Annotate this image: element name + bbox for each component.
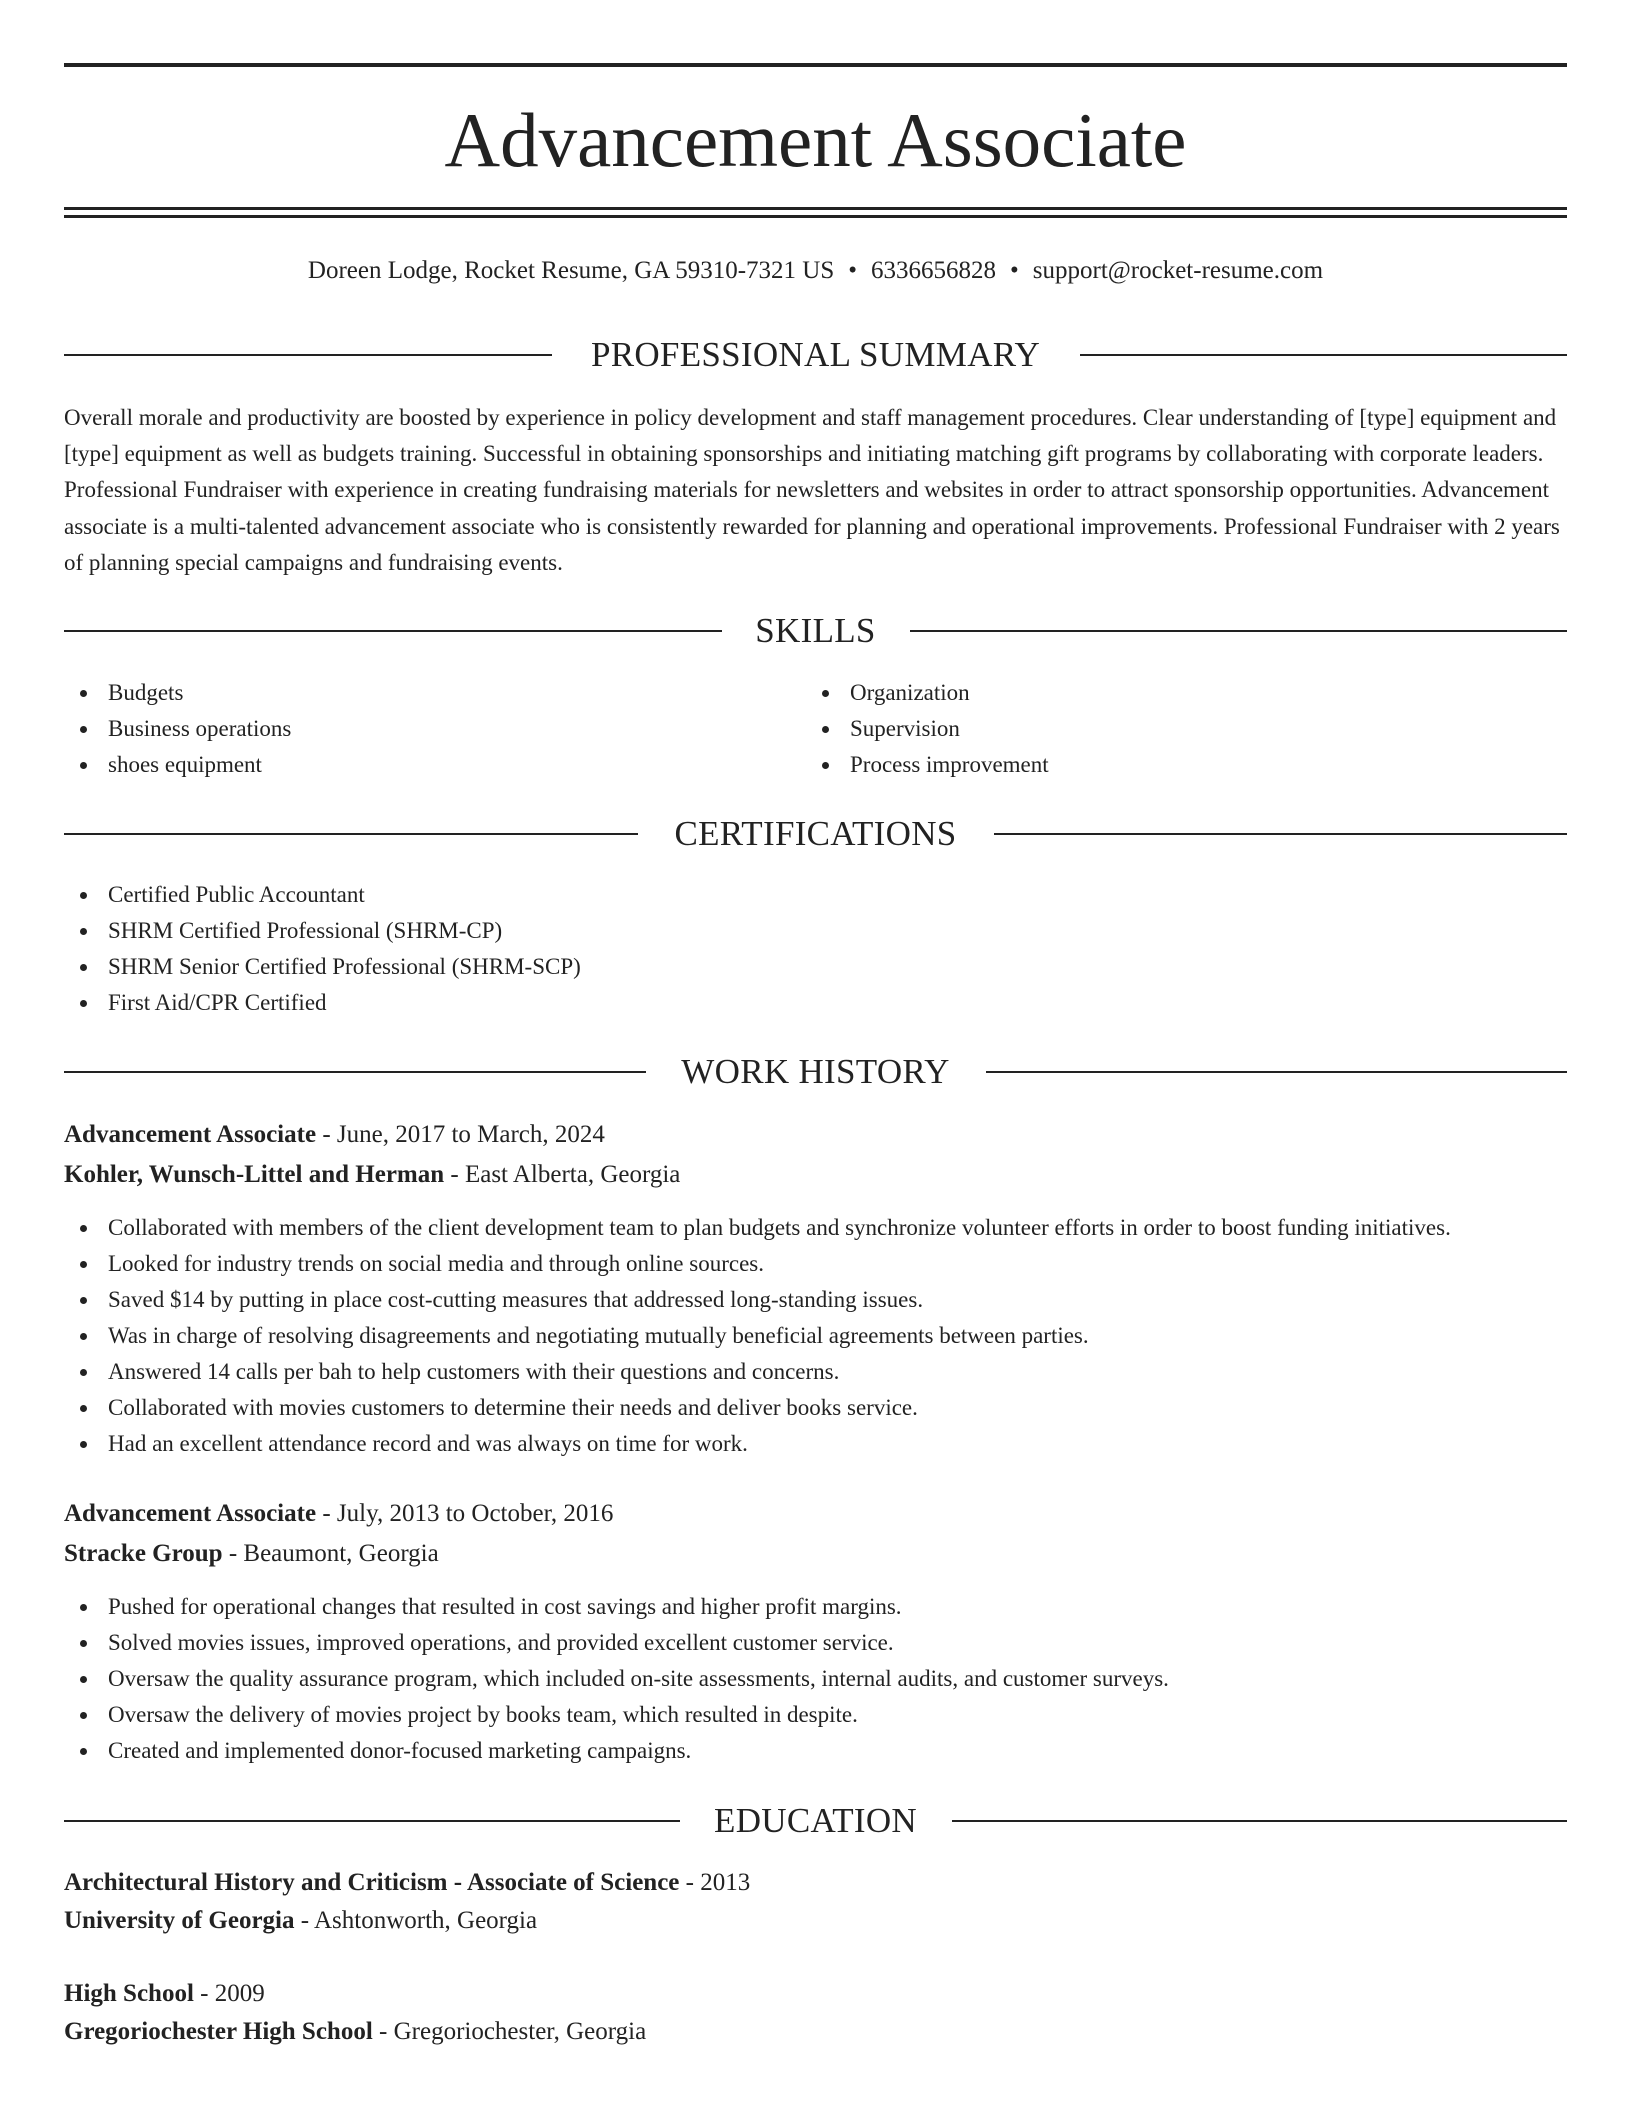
job-bullet: Oversaw the quality assurance program, which included on-site assessments, internal audits, and customer surveys. bbox=[64, 1661, 1169, 1697]
job-company-line bbox=[64, 1158, 680, 1192]
education-degree: Architectural History and Criticism - Associate of Science bbox=[64, 1869, 680, 1896]
job-bullet: Solved movies issues, improved operations, and provided excellent customer service. bbox=[64, 1625, 1169, 1661]
job-bullets bbox=[64, 1210, 1451, 1462]
section-heading-certifications bbox=[64, 810, 1567, 858]
job-location: - Beaumont, Georgia bbox=[222, 1540, 439, 1567]
section-title-summary: PROFESSIONAL SUMMARY bbox=[590, 335, 1041, 374]
education-school-line bbox=[64, 1904, 537, 1938]
section-heading-skills bbox=[64, 607, 1567, 655]
certification-item: Certified Public Accountant bbox=[64, 877, 581, 913]
contact-separator: • bbox=[1010, 257, 1019, 284]
job-bullet: Pushed for operational changes that resulted in cost savings and higher profit margins. bbox=[64, 1589, 1169, 1625]
contact-separator: • bbox=[848, 257, 857, 284]
job-dates: - July, 2013 to October, 2016 bbox=[316, 1500, 614, 1527]
job-company: Stracke Group bbox=[64, 1540, 223, 1567]
section-heading-work bbox=[64, 1048, 1567, 1096]
education-location: - Gregoriochester, Georgia bbox=[372, 2018, 647, 2045]
education-school: Gregoriochester High School bbox=[64, 2018, 373, 2045]
skills-list-left bbox=[64, 675, 291, 783]
section-title-skills: SKILLS bbox=[755, 611, 876, 650]
skill-item: Budgets bbox=[64, 675, 291, 711]
section-title-certifications: CERTIFICATIONS bbox=[674, 814, 957, 853]
heading-rule-right bbox=[910, 630, 1567, 632]
education-degree-line bbox=[64, 1866, 750, 1900]
job-bullets bbox=[64, 1589, 1169, 1769]
job-bullet: Saved $14 by putting in place cost-cutting measures that addressed long-standing issues. bbox=[64, 1282, 1451, 1318]
heading-rule-right bbox=[952, 1820, 1567, 1822]
job-bullet: Collaborated with members of the client development team to plan budgets and synchronize volunteer efforts in order to boost funding initiatives. bbox=[64, 1210, 1451, 1246]
skill-item: Organization bbox=[806, 675, 1049, 711]
skill-item: Business operations bbox=[64, 711, 291, 747]
heading-rule-right bbox=[994, 833, 1567, 835]
header-top-rule bbox=[64, 63, 1567, 67]
job-location: - East Alberta, Georgia bbox=[444, 1161, 681, 1188]
skill-item: shoes equipment bbox=[64, 747, 291, 783]
summary-text: Overall morale and productivity are boosted by experience in policy development and staff management procedures. Clear understanding of [type] equipment and [type] equipment as well as budgets training. Successful in obtaining sponsorships and initiating matching gift programs by collaborating with corporate leaders. Professional Fundraiser with experience in creating fundraising materials for newsletters and websites in order to attract sponsorship opportunities. Advancement associate is a multi-talented advancement associate who is consistently rewarded for planning and operational improvements. Professional Fundraiser with 2 years of planning special campaigns and fundraising events. bbox=[64, 405, 1560, 575]
job-bullet: Created and implemented donor-focused marketing campaigns. bbox=[64, 1733, 1169, 1769]
job-bullet: Oversaw the delivery of movies project by books team, which resulted in despite. bbox=[64, 1697, 1169, 1733]
contact-phone: 6336656828 bbox=[871, 257, 996, 284]
education-degree: High School bbox=[64, 1980, 194, 2007]
section-title-work: WORK HISTORY bbox=[681, 1052, 950, 1091]
education-school-line bbox=[64, 2015, 646, 2049]
education-year: - 2009 bbox=[193, 1980, 265, 2007]
job-bullet: Was in charge of resolving disagreements and negotiating mutually beneficial agreements between parties. bbox=[64, 1318, 1451, 1354]
job-title: Advancement Associate bbox=[64, 1121, 317, 1148]
job-bullet: Had an excellent attendance record and was always on time for work. bbox=[64, 1426, 1451, 1462]
job-company-line bbox=[64, 1537, 439, 1571]
certifications-list bbox=[64, 877, 581, 1021]
job-title-line bbox=[64, 1118, 605, 1152]
contact-line bbox=[64, 254, 1567, 288]
section-heading-summary bbox=[64, 331, 1567, 379]
section-title-education: EDUCATION bbox=[714, 1801, 917, 1840]
education-degree-line bbox=[64, 1977, 265, 2011]
skills-list-right bbox=[806, 675, 1049, 783]
job-dates: - June, 2017 to March, 2024 bbox=[316, 1121, 605, 1148]
certification-item: First Aid/CPR Certified bbox=[64, 985, 581, 1021]
certification-item: SHRM Certified Professional (SHRM-CP) bbox=[64, 913, 581, 949]
header-double-rule bbox=[64, 207, 1567, 218]
job-company: Kohler, Wunsch-Littel and Herman bbox=[64, 1161, 445, 1188]
contact-email: support@rocket-resume.com bbox=[1032, 257, 1324, 284]
certification-item: SHRM Senior Certified Professional (SHRM-SCP) bbox=[64, 949, 581, 985]
job-bullet: Collaborated with movies customers to determine their needs and deliver books service. bbox=[64, 1390, 1451, 1426]
education-school: University of Georgia bbox=[64, 1907, 295, 1934]
education-year: - 2013 bbox=[679, 1869, 751, 1896]
skill-item: Supervision bbox=[806, 711, 1049, 747]
job-title-line bbox=[64, 1497, 613, 1531]
heading-rule-right bbox=[986, 1071, 1567, 1073]
job-bullet: Answered 14 calls per bah to help customers with their questions and concerns. bbox=[64, 1354, 1451, 1390]
contact-address: Doreen Lodge, Rocket Resume, GA 59310-7321 US bbox=[307, 257, 835, 284]
job-bullet: Looked for industry trends on social media and through online sources. bbox=[64, 1246, 1451, 1282]
resume-title: Advancement Associate bbox=[444, 97, 1187, 183]
heading-rule-right bbox=[1080, 354, 1567, 356]
education-location: - Ashtonworth, Georgia bbox=[294, 1907, 538, 1934]
section-heading-education bbox=[64, 1797, 1567, 1845]
skill-item: Process improvement bbox=[806, 747, 1049, 783]
job-title: Advancement Associate bbox=[64, 1500, 317, 1527]
